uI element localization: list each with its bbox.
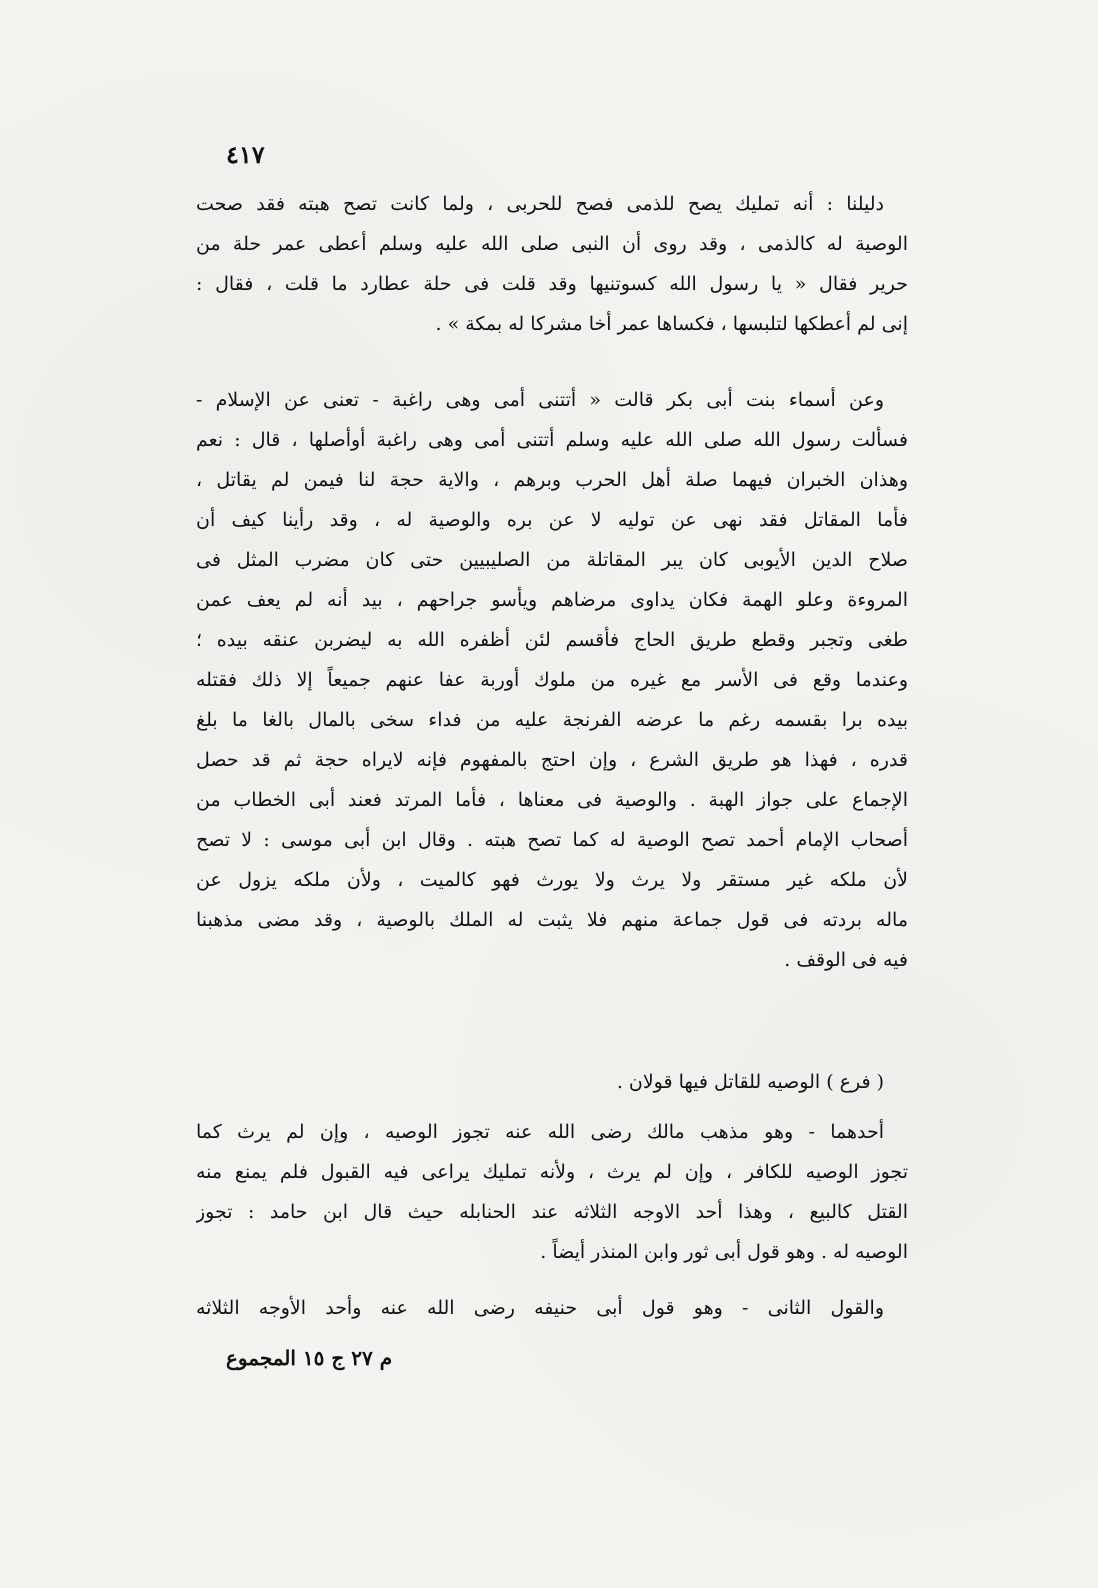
section-heading xyxy=(196,1062,908,1102)
text-line: حرير فقال « يا رسول الله كسوتنيها وقد قلت فى حلة عطارد ما قلت ، فقال : xyxy=(196,273,908,295)
text-line: صلاح الدين الأيوبى كان يبر المقاتلة من الصليبيين حتى كان مضرب المثل فى xyxy=(196,549,908,571)
text-line: وعن أسماء بنت أبى بكر قالت « أتتنى أمى وهى راغبة - تعنى عن الإسلام - xyxy=(196,389,884,411)
text-line: والقول الثانى - وهو قول أبى حنيفه رضى الله عنه وأحد الأوجه الثلاثه xyxy=(196,1297,884,1319)
text-line: بيده برا بقسمه رغم ما عرضه الفرنجة عليه من فداء سخى بالمال بالغا ما بلغ xyxy=(196,709,908,731)
paragraph-1 xyxy=(196,184,908,344)
page-number: ٤١٧ xyxy=(226,140,265,169)
text-line: وهذان الخبران فيهما صلة أهل الحرب وبرهم ، والاية حجة لنا فيمن لم يقاتل ، xyxy=(196,469,908,491)
text-line: تجوز الوصيه للكافر ، وإن لم يرث ، ولأنه تمليك يراعى فيه القبول فلم يمنع منه xyxy=(196,1161,908,1183)
paragraph-2 xyxy=(196,380,908,980)
text-line: ( فرع ) الوصيه للقاتل فيها قولان . xyxy=(616,1071,884,1093)
text-line: المروءة وعلو الهمة فكان يداوى مرضاهم ويأسو جراحهم ، بيد أنه لم يعف عمن xyxy=(196,589,908,611)
text-line: فيه فى الوقف . xyxy=(784,949,908,971)
footer-signature: م ٢٧ ج ١٥ المجموع xyxy=(226,1346,393,1370)
text-line: دليلنا : أنه تمليك يصح للذمى فصح للحربى ، ولما كانت تصح هبته فقد صحت xyxy=(196,193,884,215)
text-line: طغى وتجبر وقطع طريق الحاج فأقسم لئن أظفره الله به ليضربن عنقه بيده ؛ xyxy=(196,629,908,651)
text-line: ماله بردته فى قول جماعة منهم فلا يثبت له الملك بالوصية ، وقد مضى مذهبنا xyxy=(196,909,908,931)
text-line: أحدهما - وهو مذهب مالك رضى الله عنه تجوز الوصيه ، وإن لم يرث كما xyxy=(196,1121,884,1143)
text-line: لأن ملكه غير مستقر ولا يرث ولا يورث فهو كالميت ، ولأن ملكه يزول عن xyxy=(196,869,908,891)
text-line: الوصيه له . وهو قول أبى ثور وابن المنذر أيضاً . xyxy=(540,1241,908,1263)
paragraph-4 xyxy=(196,1112,908,1272)
text-line: القتل كالبيع ، وهذا أحد الاوجه الثلاثه عند الحنابله حيث قال ابن حامد : تجوز xyxy=(196,1201,908,1223)
text-line: قدره ، فهذا هو طريق الشرع ، وإن احتج بالمفهوم فإنه لايراه حجة ثم قد حصل xyxy=(196,749,908,771)
paragraph-5 xyxy=(196,1288,908,1328)
text-line: الوصية له كالذمى ، وقد روى أن النبى صلى الله عليه وسلم أعطى عمر حلة من xyxy=(196,233,908,255)
text-line: أصحاب الإمام أحمد تصح الوصية له كما تصح هبته . وقال ابن أبى موسى : لا تصح xyxy=(196,829,908,851)
text-line: فسألت رسول الله صلى الله عليه وسلم أتتنى أمى وهى راغبة أوأصلها ، قال : نعم xyxy=(196,429,908,451)
text-line: وعندما وقع فى الأسر مع غيره من ملوك أوربة عفا عنهم جميعاً إلا ذلك فقتله xyxy=(196,669,908,691)
text-line: إنى لم أعطكها لتلبسها ، فكساها عمر أخا مشركا له بمكة » . xyxy=(435,313,908,335)
text-line: فأما المقاتل فقد نهى عن توليه لا عن بره والوصية له ، وقد رأينا كيف أن xyxy=(196,509,908,531)
text-line: الإجماع على جواز الهبة . والوصية فى معناها ، فأما المرتد فعند أبى الخطاب من xyxy=(196,789,908,811)
